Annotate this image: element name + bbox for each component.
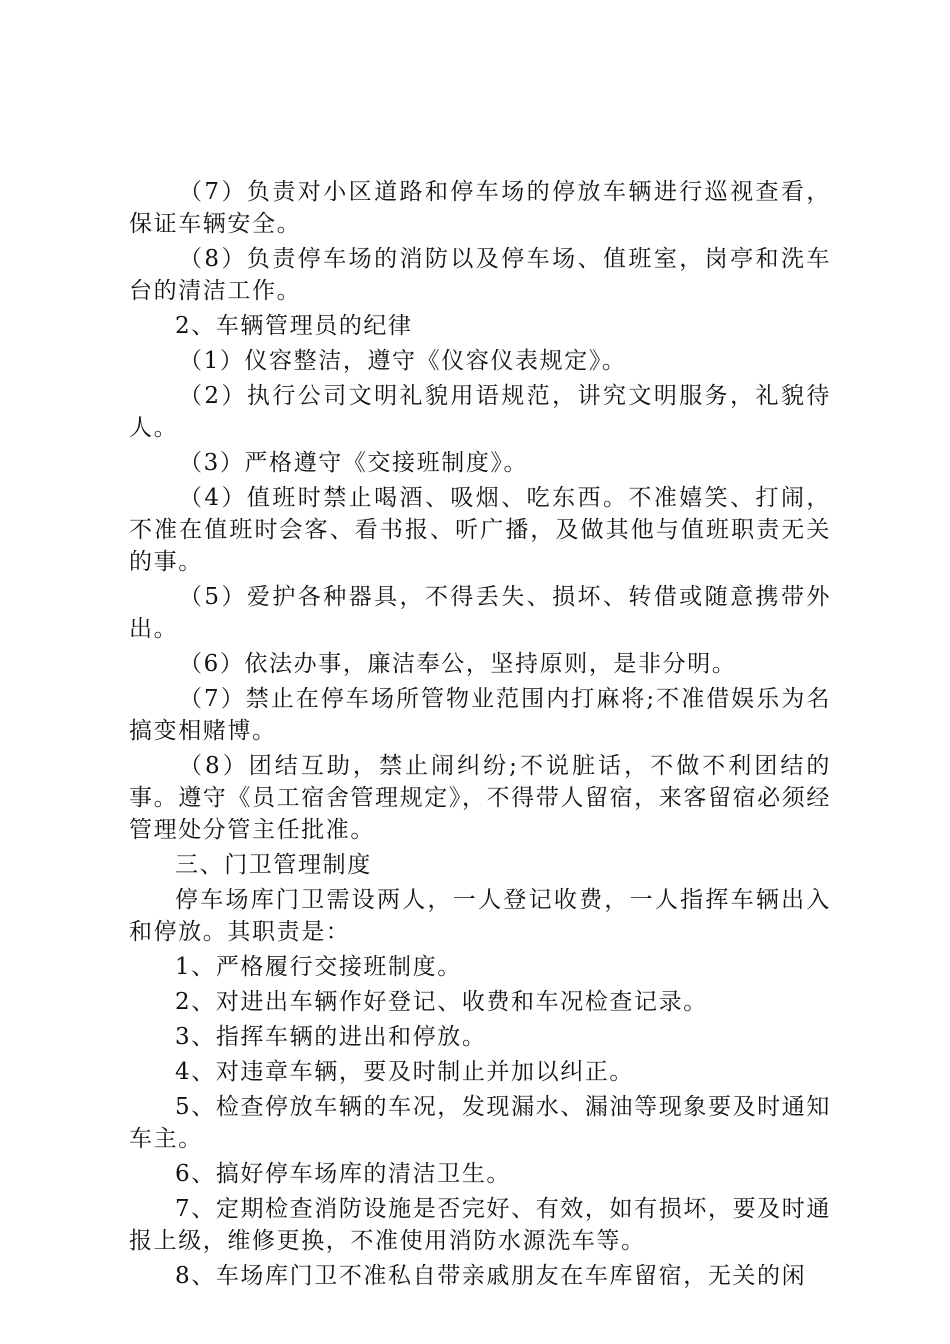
paragraph-gate-8: 8、车场库门卫不准私自带亲戚朋友在车库留宿，无关的闲 bbox=[175, 1263, 807, 1289]
paragraph-gate-5: 5、检查停放车辆的车况，发现漏水、漏油等现象要及时通知车主。 bbox=[129, 1094, 831, 1152]
document-body bbox=[129, 176, 831, 1295]
paragraph-discipline-3: （3）严格遵守《交接班制度》。 bbox=[179, 450, 529, 476]
paragraph-duty-8: （8）负责停车场的消防以及停车场、值班室，岗亭和洗车台的清洁工作。 bbox=[129, 246, 831, 304]
paragraph-discipline-8: （8）团结互助，禁止闹纠纷;不说脏话，不做不利团结的事。遵守《员工宿舍管理规定》，不得带人留宿，来客留宿必须经管理处分管主任批准。 bbox=[129, 753, 831, 843]
paragraph-gate-intro: 停车场库门卫需设两人，一人登记收费，一人指挥车辆出入和停放。其职责是： bbox=[129, 887, 831, 945]
paragraph-gate-7: 7、定期检查消防设施是否完好、有效，如有损坏，要及时通报上级，维修更换，不准使用消防水源洗车等。 bbox=[129, 1196, 831, 1254]
section-heading-gate: 三、门卫管理制度 bbox=[175, 852, 372, 878]
section-heading-discipline: 2、车辆管理员的纪律 bbox=[175, 313, 413, 339]
paragraph-duty-7: （7）负责对小区道路和停车场的停放车辆进行巡视查看，保证车辆安全。 bbox=[129, 179, 831, 237]
paragraph-discipline-5: （5）爱护各种器具，不得丢失、损坏、转借或随意携带外出。 bbox=[129, 584, 831, 642]
paragraph-discipline-6: （6）依法办事，廉洁奉公，坚持原则，是非分明。 bbox=[179, 651, 737, 677]
paragraph-discipline-4: （4）值班时禁止喝酒、吸烟、吃东西。不准嬉笑、打闹，不准在值班时会客、看书报、听广播，及做其他与值班职责无关的事。 bbox=[129, 485, 831, 575]
paragraph-discipline-2: （2）执行公司文明礼貌用语规范，讲究文明服务，礼貌待人。 bbox=[129, 383, 831, 441]
paragraph-discipline-7: （7）禁止在停车场所管物业范围内打麻将;不准借娱乐为名搞变相赌博。 bbox=[129, 686, 831, 744]
paragraph-discipline-1: （1）仪容整洁，遵守《仪容仪表规定》。 bbox=[179, 348, 627, 374]
paragraph-gate-3: 3、指挥车辆的进出和停放。 bbox=[175, 1024, 487, 1050]
paragraph-gate-2: 2、对进出车辆作好登记、收费和车况检查记录。 bbox=[175, 989, 708, 1015]
paragraph-gate-6: 6、搞好停车场库的清洁卫生。 bbox=[175, 1161, 512, 1187]
paragraph-gate-4: 4、对违章车辆，要及时制止并加以纠正。 bbox=[175, 1059, 635, 1085]
paragraph-gate-1: 1、严格履行交接班制度。 bbox=[175, 954, 462, 980]
